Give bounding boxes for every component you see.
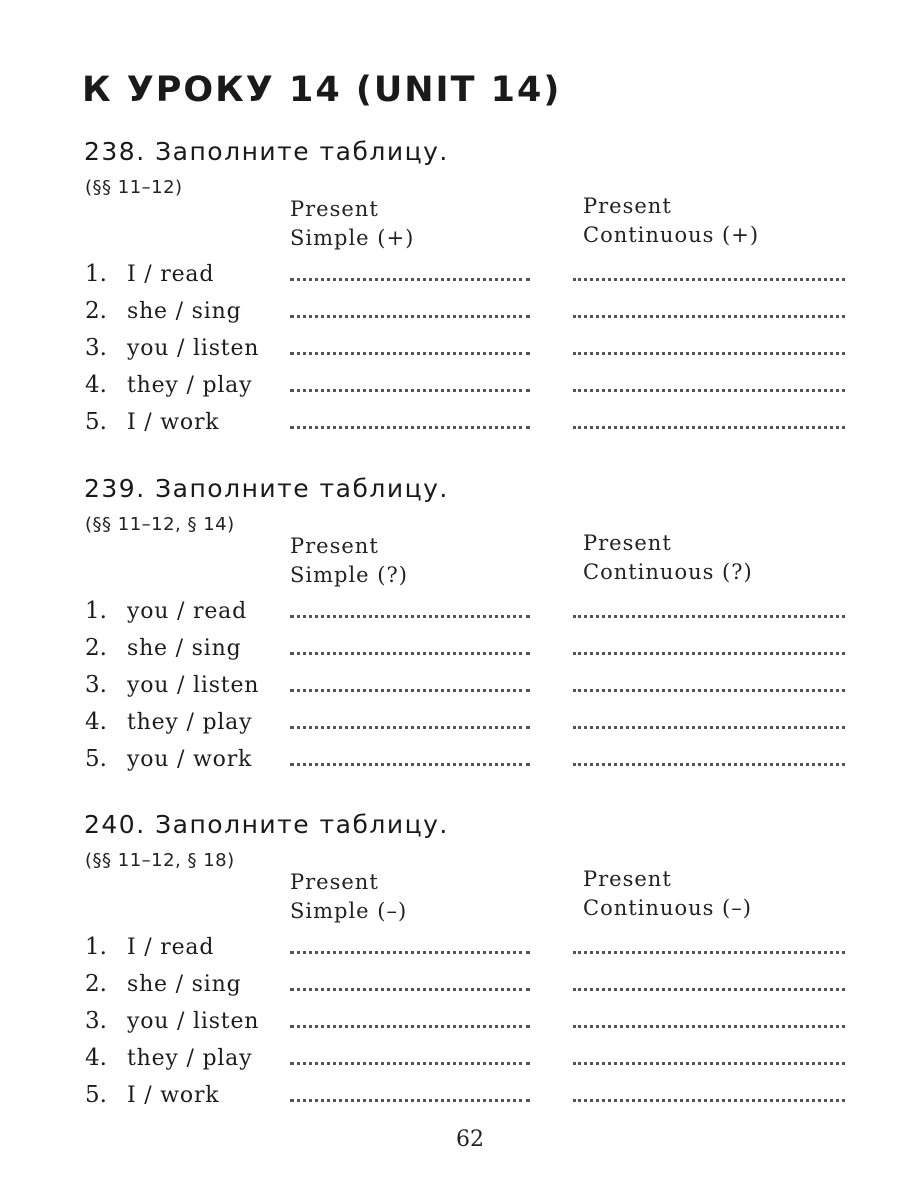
row-subject: I / read xyxy=(127,262,215,287)
answer-blank-continuous[interactable] xyxy=(573,951,845,954)
row-number: 1. xyxy=(85,598,107,624)
answer-blank-simple[interactable] xyxy=(290,1099,530,1102)
answer-blank-simple[interactable] xyxy=(290,426,530,429)
row-number: 2. xyxy=(85,971,107,997)
exercise-title: 240. Заполните таблицу. xyxy=(84,810,449,839)
row-number: 4. xyxy=(85,709,107,735)
column-header-line: Simple (?) xyxy=(290,563,408,587)
column-header-line: Present xyxy=(583,867,672,891)
row-subject: they / play xyxy=(127,373,253,398)
column-header-continuous xyxy=(583,865,752,923)
exercise-0 xyxy=(0,137,900,467)
column-header-continuous xyxy=(583,529,753,587)
exercise-reference: (§§ 11–12, § 14) xyxy=(85,514,235,535)
row-number: 1. xyxy=(85,934,107,960)
row-subject: you / listen xyxy=(127,336,260,361)
table-row xyxy=(85,261,865,298)
answer-blank-continuous[interactable] xyxy=(573,426,845,429)
row-subject: you / listen xyxy=(127,1009,260,1034)
column-header-line: Simple (–) xyxy=(290,899,408,923)
row-subject: I / work xyxy=(127,1083,220,1108)
answer-blank-simple[interactable] xyxy=(290,652,530,655)
unit-title: К УРОКУ 14 (UNIT 14) xyxy=(82,70,562,110)
answer-blank-continuous[interactable] xyxy=(573,652,845,655)
table-row xyxy=(85,672,865,709)
row-subject: they / play xyxy=(127,710,253,735)
answer-blank-continuous[interactable] xyxy=(573,315,845,318)
table-row xyxy=(85,635,865,672)
answer-blank-simple[interactable] xyxy=(290,352,530,355)
exercise-title: 239. Заполните таблицу. xyxy=(84,474,449,503)
column-header-continuous xyxy=(583,192,759,250)
row-subject: you / read xyxy=(127,599,247,624)
row-subject: she / sing xyxy=(127,972,242,997)
column-header-simple xyxy=(290,532,408,590)
column-header-line: Continuous (?) xyxy=(583,560,753,584)
answer-blank-continuous[interactable] xyxy=(573,1025,845,1028)
row-number: 3. xyxy=(85,1008,107,1034)
answer-blank-simple[interactable] xyxy=(290,615,530,618)
table-row xyxy=(85,372,865,409)
table-row xyxy=(85,298,865,335)
answer-blank-simple[interactable] xyxy=(290,1062,530,1065)
column-header-line: Present xyxy=(290,870,379,894)
table-row xyxy=(85,1045,865,1082)
answer-blank-simple[interactable] xyxy=(290,278,530,281)
table-row xyxy=(85,709,865,746)
answer-blank-continuous[interactable] xyxy=(573,615,845,618)
table-row xyxy=(85,598,865,635)
table-row xyxy=(85,1082,865,1119)
answer-blank-simple[interactable] xyxy=(290,1025,530,1028)
row-number: 5. xyxy=(85,1082,107,1108)
row-subject: they / play xyxy=(127,1046,253,1071)
exercise-2 xyxy=(0,810,900,1140)
answer-blank-simple[interactable] xyxy=(290,763,530,766)
answer-blank-simple[interactable] xyxy=(290,689,530,692)
answer-blank-simple[interactable] xyxy=(290,315,530,318)
answer-blank-continuous[interactable] xyxy=(573,1099,845,1102)
row-number: 4. xyxy=(85,1045,107,1071)
row-number: 3. xyxy=(85,335,107,361)
answer-blank-simple[interactable] xyxy=(290,988,530,991)
row-number: 3. xyxy=(85,672,107,698)
page-number: 62 xyxy=(456,1127,484,1152)
row-number: 5. xyxy=(85,409,107,435)
column-header-line: Continuous (–) xyxy=(583,896,752,920)
answer-blank-continuous[interactable] xyxy=(573,689,845,692)
row-subject: you / listen xyxy=(127,673,260,698)
column-header-line: Simple (+) xyxy=(290,226,415,250)
column-header-line: Present xyxy=(583,531,672,555)
table-row xyxy=(85,746,865,783)
answer-blank-continuous[interactable] xyxy=(573,389,845,392)
exercise-1 xyxy=(0,474,900,804)
answer-blank-continuous[interactable] xyxy=(573,988,845,991)
answer-blank-simple[interactable] xyxy=(290,726,530,729)
row-number: 1. xyxy=(85,261,107,287)
exercise-rows xyxy=(85,598,865,783)
column-header-line: Present xyxy=(290,534,379,558)
row-subject: she / sing xyxy=(127,636,242,661)
answer-blank-simple[interactable] xyxy=(290,389,530,392)
row-subject: I / read xyxy=(127,935,215,960)
exercise-reference: (§§ 11–12, § 18) xyxy=(85,850,235,871)
row-subject: you / work xyxy=(127,747,253,772)
column-header-simple xyxy=(290,868,407,926)
column-header-simple xyxy=(290,195,414,253)
answer-blank-continuous[interactable] xyxy=(573,352,845,355)
row-subject: I / work xyxy=(127,410,220,435)
answer-blank-continuous[interactable] xyxy=(573,763,845,766)
column-header-line: Present xyxy=(583,194,672,218)
answer-blank-continuous[interactable] xyxy=(573,1062,845,1065)
row-number: 2. xyxy=(85,635,107,661)
answer-blank-continuous[interactable] xyxy=(573,726,845,729)
column-header-line: Present xyxy=(290,197,379,221)
table-row xyxy=(85,409,865,446)
row-subject: she / sing xyxy=(127,299,242,324)
answer-blank-simple[interactable] xyxy=(290,951,530,954)
column-header-line: Continuous (+) xyxy=(583,223,760,247)
row-number: 2. xyxy=(85,298,107,324)
table-row xyxy=(85,934,865,971)
exercise-title: 238. Заполните таблицу. xyxy=(84,137,449,166)
table-row xyxy=(85,1008,865,1045)
table-row xyxy=(85,335,865,372)
exercise-rows xyxy=(85,934,865,1119)
answer-blank-continuous[interactable] xyxy=(573,278,845,281)
exercise-reference: (§§ 11–12) xyxy=(85,177,183,198)
table-row xyxy=(85,971,865,1008)
exercise-rows xyxy=(85,261,865,446)
row-number: 4. xyxy=(85,372,107,398)
row-number: 5. xyxy=(85,746,107,772)
